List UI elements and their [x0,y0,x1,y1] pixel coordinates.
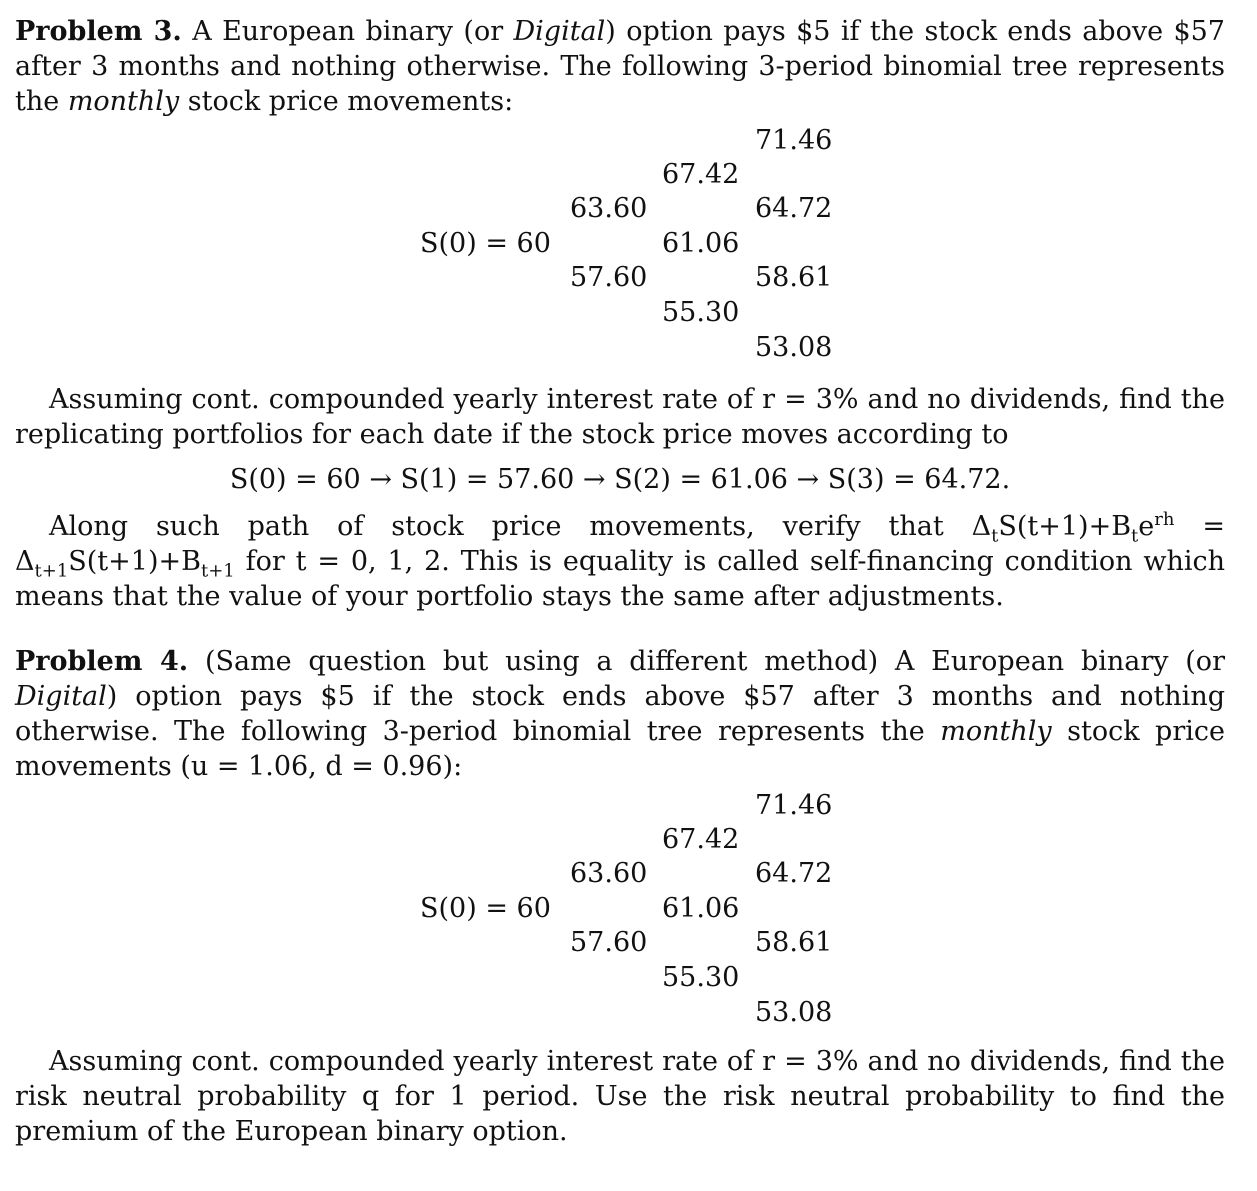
tree-node: 64.72 [755,858,833,889]
tree-node: 67.42 [662,159,740,190]
tree-node: 53.08 [755,332,833,363]
problem-3-text-c: stock price movements: [179,86,514,117]
para3-d: = Δ [15,511,1225,577]
document-page [15,14,1225,1149]
para3-e: S(t+1)+B [68,546,201,577]
tree-root: S(0) = 60 [420,893,551,924]
para3-a: Along such path of stock price movements, verify that Δ [49,511,992,542]
para3-f: for t = 0, 1, 2. This is equality is called self-financing condition which means that the value of your portfolio stays the same after adjustments. [15,546,1225,612]
problem-3 [15,14,1225,614]
tree-node: 63.60 [570,858,648,889]
problem-4-text-c: stock price movements (u = 1.06, d = 0.96): [15,716,1225,782]
sub-t: t [1131,525,1139,547]
problem-3-text-b: ) option pays $5 if the stock ends above $57 after 3 months and nothing otherwise. The following 3-period binomial tree represents the [15,16,1225,117]
problem-4-digital: Digital [15,681,107,712]
tree-node: 63.60 [570,193,648,224]
tree-root: S(0) = 60 [420,228,551,259]
path-equation: S(0) = 60 → S(1) = 57.60 → S(2) = 61.06 → S(3) = 64.72. [229,464,1011,495]
problem-3-text: A European binary (or [192,16,514,47]
problem-3-label: Problem 3. [15,16,182,47]
tree-node: 67.42 [662,824,740,855]
problem-4-text: (Same question but using a different method) A European binary (or [204,646,1225,677]
problem-3-para3 [15,509,1225,614]
problem-3-digital: Digital [513,16,606,47]
problem-4-label: Problem 4. [15,646,189,677]
problem-3-para2: Assuming cont. compounded yearly interest rate of r = 3% and no dividends, find the replicating portfolios for each date if the stock price moves according to [15,384,1225,450]
problem-4 [15,644,1225,1149]
problem-4-intro [15,644,1225,784]
tree-node: 58.61 [755,927,833,958]
problem-4-para2: Assuming cont. compounded yearly interest rate of r = 3% and no dividends, find the risk neutral probability q for 1 period. Use the risk neutral probability to find the premium of the European binary option. [15,1046,1225,1147]
tree-node: 71.46 [755,125,833,156]
tree-node: 57.60 [570,927,648,958]
sup-rh: rh [1154,509,1175,530]
tree-node: 58.61 [755,262,833,293]
para3-c: e [1138,511,1155,542]
sub-t: t [991,525,999,547]
problem-4-text-b: ) option pays $5 if the stock ends above $57 after 3 months and nothing otherwise. The following 3-period binomial tree represents the [15,681,1225,747]
sub-t1: t+1 [200,560,235,582]
tree-node: 57.60 [570,262,648,293]
tree-node: 55.30 [662,962,740,993]
tree-node: 61.06 [662,228,740,259]
para3-b: S(t+1)+B [998,511,1132,542]
problem-3-monthly: monthly [67,86,180,117]
tree-node: 61.06 [662,893,740,924]
problem-4-monthly: monthly [940,716,1052,747]
tree-node: 64.72 [755,193,833,224]
tree-node: 53.08 [755,997,833,1028]
sub-t1: t+1 [34,560,69,582]
binomial-tree-4 [15,784,1225,1028]
tree-node: 55.30 [662,297,740,328]
tree-node: 71.46 [755,790,833,821]
binomial-tree-3 [15,119,1225,363]
problem-3-intro [15,14,1225,119]
